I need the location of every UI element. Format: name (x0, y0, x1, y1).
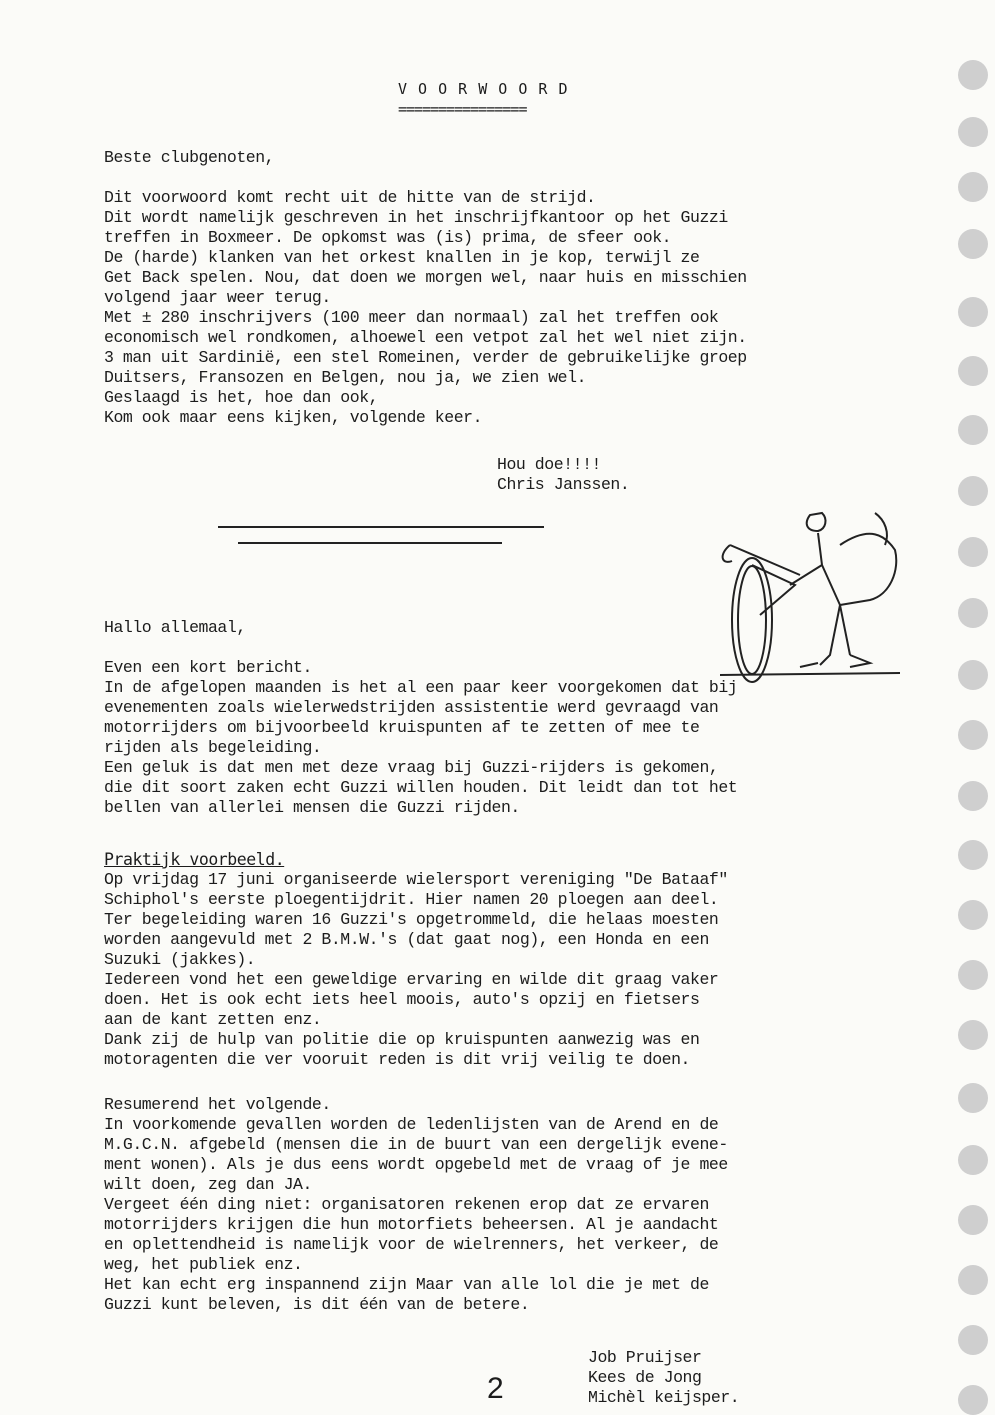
binder-hole-icon (958, 960, 988, 990)
binder-hole-icon (958, 356, 988, 386)
binder-hole-icon (958, 1145, 988, 1175)
page-number: 2 (487, 1372, 504, 1405)
binder-hole-icon (958, 229, 988, 259)
foreword-closing: Hou doe!!!! Chris Janssen. (497, 455, 630, 494)
binder-hole-icon (958, 660, 988, 690)
summary-text: Resumerend het volgende. In voorkomende gevallen worden de ledenlijsten van de Arend en de M.G.C.N. afgebeld (mensen die in de buurt van een dergelijk evene- ment wonen). Als je dus eens wordt opgebeld met de vraag of je mee wilt doen, zeg dan JA. Vergeet één ding niet: organisatoren rekenen erop dat ze ervaren motorrijders krijgen die hun motorfiets beheersen. Al je aandacht en oplettendheid is namelijk voor de wielrenners, het verkeer, de weg, het publiek enz. Het kan echt erg inspannend zijn Maar van alle lol die je met de Guzzi kunt beleven, is dit één van de betere. (104, 1095, 728, 1314)
binder-hole-icon (958, 415, 988, 445)
binder-hole-icon (958, 1083, 988, 1113)
binder-hole-icon (958, 720, 988, 750)
binder-hole-icon (958, 297, 988, 327)
example-text: Op vrijdag 17 juni organiseerde wielersport vereniging "De Bataaf" Schiphol's eerste ploegentijdrit. Hier namen 20 ploegen aan deel. Ter begeleiding waren 16 Guzzi's opgetrommeld, die helaas moesten worden aangevuld met 2 B.M.W.'s (dat gaat nog), een Honda en een Suzuki (jakkes). Iedereen vond het een geweldige ervaring en wilde dit graag vaker doen. Het is ook echt iets heel moois, auto's opzij en fietsers aan de kant zetten enz. Dank zij de hulp van politie die op kruispunten aanwezig was en motoragenten die ver vooruit reden is dit vrij veilig te doen. (104, 870, 728, 1069)
article-intro: Hallo allemaal, Even een kort bericht. In de afgelopen maanden is het al een paar keer voorgekomen dat bij evenementen zoals wielerwedstrijden assistentie werd gevraagd van motorrijders om bijvoorbeeld kruispunten af te zetten of mee te rijden als begeleiding. Een geluk is dat men met deze vraag bij Guzzi-rijders is gekomen, die dit soort zaken echt Guzzi willen houden. Dit leidt dan tot het bellen van allerlei mensen die Guzzi rijden. (104, 618, 738, 817)
binder-hole-icon (958, 1205, 988, 1235)
binder-hole-icon (958, 537, 988, 567)
binder-hole-icon (958, 1020, 988, 1050)
binder-hole-icon (958, 1385, 988, 1415)
binder-hole-icon (958, 1265, 988, 1295)
signatures: Job Pruijser Kees de Jong Michèl keijsper. (588, 1348, 740, 1407)
binder-hole-icon (958, 900, 988, 930)
binder-hole-icon (958, 781, 988, 811)
divider-line (218, 526, 544, 528)
section-heading: Praktijk voorbeeld. (104, 850, 285, 869)
binder-hole-icon (958, 172, 988, 202)
binder-hole-icon (958, 117, 988, 147)
page-title: V O O R W O O R D (398, 80, 569, 98)
foreword-text: Beste clubgenoten, Dit voorwoord komt recht uit de hitte van de strijd. Dit wordt namelijk geschreven in het inschrijfkantoor op het Guzzi treffen in Boxmeer. De opkomst was (is) prima, de sfeer ook. De (harde) klanken van het orkest knallen in je kop, terwijl ze Get Back spelen. Nou, dat doen we morgen wel, naar huis en misschien volgend jaar weer terug. Met ± 280 inschrijvers (100 meer dan normaal) zal het treffen ook economisch wel rondkomen, alhoewel een vetpot zal het wel niet zijn. 3 man uit Sardinië, een stel Romeinen, verder de gebruikelijke groep Duitsers, Fransozen en Belgen, nou ja, we zien wel. Geslaagd is het, hoe dan ook, Kom ook maar eens kijken, volgende keer. (104, 148, 747, 427)
binder-hole-icon (958, 1325, 988, 1355)
binder-hole-icon (958, 598, 988, 628)
title-underline: ================ (398, 100, 527, 118)
binder-hole-icon (958, 60, 988, 90)
divider-line (238, 542, 502, 544)
binder-hole-icon (958, 476, 988, 506)
binder-hole-icon (958, 840, 988, 870)
